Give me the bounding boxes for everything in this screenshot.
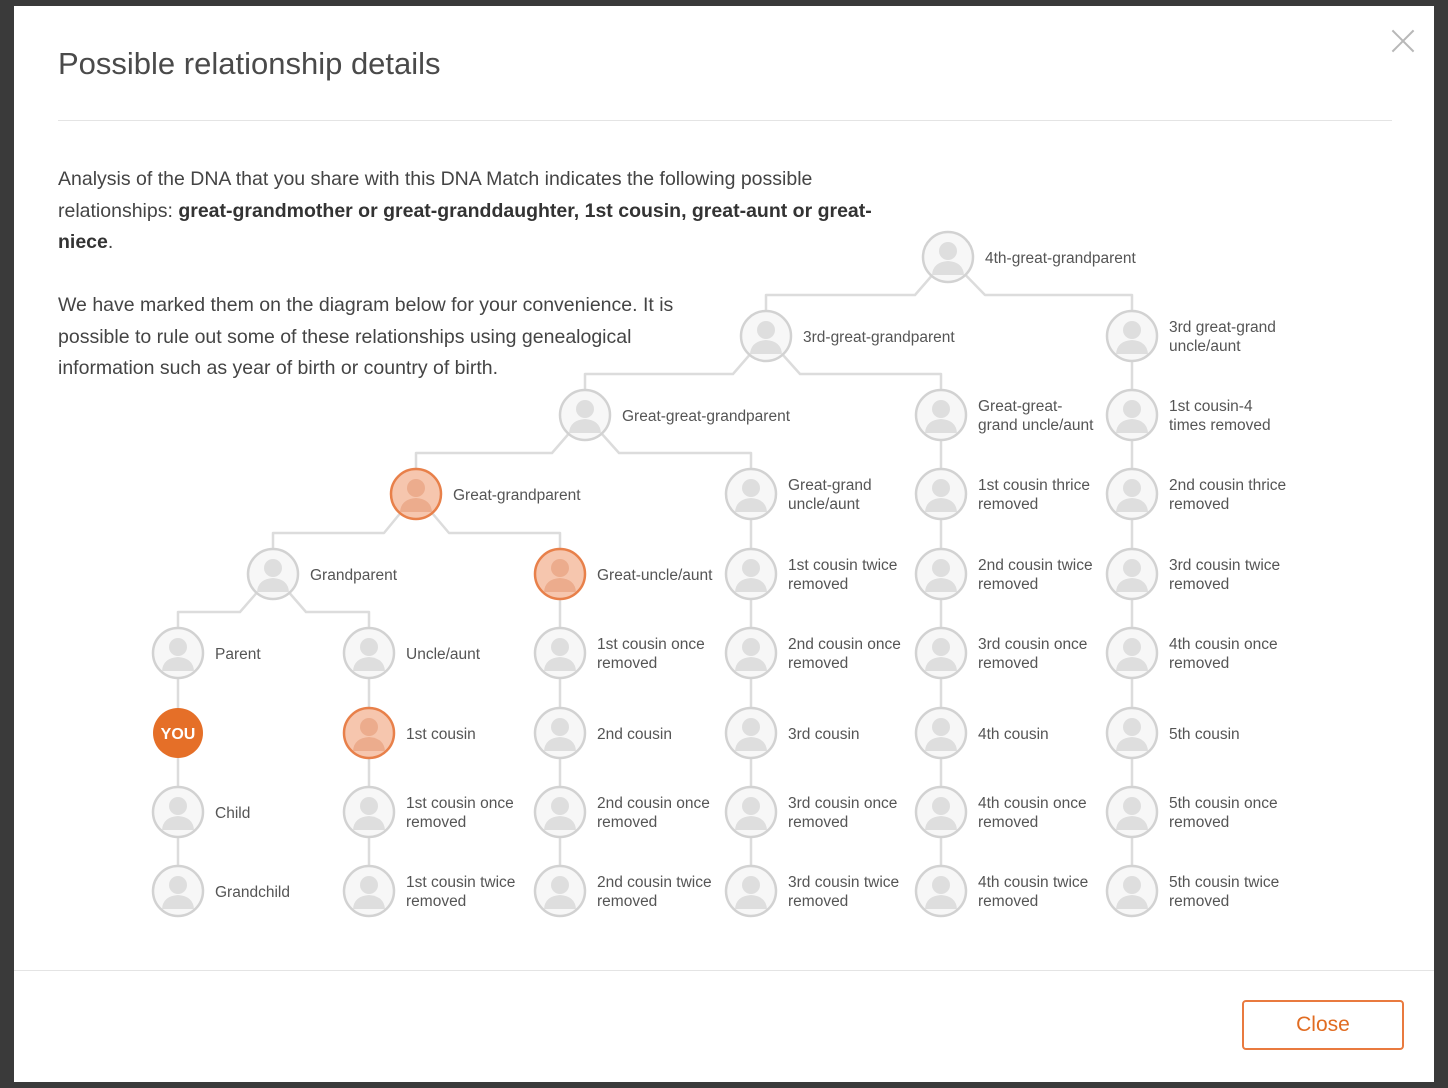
node-label: removed (597, 655, 658, 672)
node-label: 2nd cousin (597, 726, 672, 743)
node-2gua[interactable] (916, 390, 1094, 440)
node-label: removed (788, 655, 849, 672)
explanation-paragraph: We have marked them on the diagram below for your convenience. It is possible to rule out some of these relationships using genealogical information such as year of birth or country of birth. (58, 294, 674, 379)
node-label: removed (1169, 496, 1230, 513)
you-label: YOU (160, 726, 196, 743)
node-label: 1st cousin twice (788, 557, 898, 574)
node-2c2r[interactable] (535, 866, 712, 916)
node-label: 2nd cousin once (788, 636, 901, 653)
node-3gua[interactable] (1107, 311, 1276, 361)
node-label: Great-grandparent (453, 487, 581, 504)
dialog-title: Possible relationship details (58, 46, 441, 81)
node-label: removed (978, 576, 1039, 593)
node-label: Great-great-grandparent (622, 408, 791, 425)
node-4c2r[interactable] (916, 866, 1088, 916)
node-5c2r[interactable] (1107, 866, 1279, 916)
node-label: removed (1169, 893, 1230, 910)
node-label: removed (597, 814, 658, 831)
node-label: removed (978, 893, 1039, 910)
node-label: 2nd cousin thrice (1169, 477, 1287, 494)
node-1c2r_up[interactable] (726, 549, 897, 599)
node-label: 1st cousin once (597, 636, 705, 653)
node-label: removed (406, 893, 467, 910)
node-4c1r_up[interactable] (1107, 628, 1278, 678)
node-label: removed (978, 814, 1039, 831)
node-label: Great-uncle/aunt (597, 567, 713, 584)
node-label: Grandparent (310, 567, 398, 584)
intro-end: . (107, 231, 114, 253)
node-3c[interactable] (726, 708, 860, 758)
node-label: 3rd cousin twice (1169, 557, 1281, 574)
node-gua[interactable] (726, 469, 872, 519)
node-label: removed (406, 814, 467, 831)
node-label: 4th cousin twice (978, 874, 1089, 891)
node-label: 1st cousin twice (406, 874, 516, 891)
node-4c1r[interactable] (916, 787, 1087, 837)
intro-text: Analysis of the DNA that you share with this DNA Match indicates the following possible relationships: (58, 168, 813, 222)
relationship-nodes (153, 232, 1286, 916)
node-label: 1st cousin-4 (1169, 398, 1253, 415)
node-label: 3rd-great-grandparent (803, 329, 955, 346)
node-label: times removed (1169, 417, 1271, 434)
node-ua[interactable] (344, 628, 481, 678)
node-label: 4th cousin once (1169, 636, 1278, 653)
node-2c3r[interactable] (1107, 469, 1286, 519)
node-label: 3rd cousin once (788, 795, 898, 812)
node-label: grand uncle/aunt (978, 417, 1094, 434)
node-label: 3rd cousin (788, 726, 860, 743)
node-child[interactable] (153, 787, 250, 837)
node-label: removed (1169, 814, 1230, 831)
node-label: 4th cousin once (978, 795, 1087, 812)
node-3c2r[interactable] (726, 866, 899, 916)
node-label: uncle/aunt (1169, 338, 1241, 355)
node-parent[interactable] (153, 628, 261, 678)
node-label: Child (215, 805, 251, 822)
node-1c4r[interactable] (1107, 390, 1271, 440)
node-grandchild[interactable] (153, 866, 290, 916)
node-4c[interactable] (916, 708, 1049, 758)
node-1c1r_up[interactable] (535, 628, 705, 678)
node-label: 2nd cousin twice (597, 874, 712, 891)
node-label: 3rd cousin once (978, 636, 1088, 653)
node-ggggp[interactable] (923, 232, 1136, 282)
node-1c[interactable] (344, 708, 476, 758)
node-label: removed (978, 496, 1039, 513)
node-label: 4th-great-grandparent (985, 250, 1136, 267)
node-label: removed (1169, 655, 1230, 672)
node-label: Parent (215, 646, 261, 663)
node-2c2r_up[interactable] (916, 549, 1093, 599)
node-2c1r_up[interactable] (726, 628, 901, 678)
node-label: 2nd cousin once (597, 795, 710, 812)
node-label: 1st cousin (406, 726, 476, 743)
node-2c[interactable] (535, 708, 672, 758)
node-you[interactable] (153, 708, 203, 758)
node-label: 3rd great-grand (1169, 319, 1276, 336)
node-label: Uncle/aunt (406, 646, 481, 663)
node-2c1r[interactable] (535, 787, 710, 837)
node-ua_great[interactable] (535, 549, 713, 599)
node-label: removed (978, 655, 1039, 672)
node-1c3r[interactable] (916, 469, 1090, 519)
node-1c2r[interactable] (344, 866, 515, 916)
node-label: 1st cousin thrice (978, 477, 1090, 494)
node-label: 5th cousin twice (1169, 874, 1280, 891)
node-3c1r_up[interactable] (916, 628, 1087, 678)
node-label: 5th cousin (1169, 726, 1240, 743)
node-3c2r_up[interactable] (1107, 549, 1280, 599)
node-label: removed (788, 893, 849, 910)
node-label: uncle/aunt (788, 496, 860, 513)
node-label: 5th cousin once (1169, 795, 1278, 812)
intro-relationships: great-grandmother or great-granddaughter, 1st cousin, great-aunt or great-niece (58, 199, 872, 253)
node-label: removed (788, 814, 849, 831)
node-label: Grandchild (215, 884, 290, 901)
node-5c1r[interactable] (1107, 787, 1278, 837)
node-gggp[interactable] (741, 311, 955, 361)
node-label: Great-grand (788, 477, 872, 494)
node-label: 3rd cousin twice (788, 874, 900, 891)
node-label: 2nd cousin twice (978, 557, 1093, 574)
node-label: removed (788, 576, 849, 593)
node-1c1r[interactable] (344, 787, 514, 837)
close-button[interactable]: Close (1242, 1000, 1404, 1050)
node-label: removed (1169, 576, 1230, 593)
node-label: Great-great- (978, 398, 1063, 415)
node-5c[interactable] (1107, 708, 1240, 758)
node-ggp[interactable] (560, 390, 791, 440)
node-gp[interactable] (391, 469, 581, 519)
node-grand[interactable] (248, 549, 398, 599)
node-label: 4th cousin (978, 726, 1049, 743)
node-label: removed (597, 893, 658, 910)
node-label: 1st cousin once (406, 795, 514, 812)
node-3c1r[interactable] (726, 787, 897, 837)
